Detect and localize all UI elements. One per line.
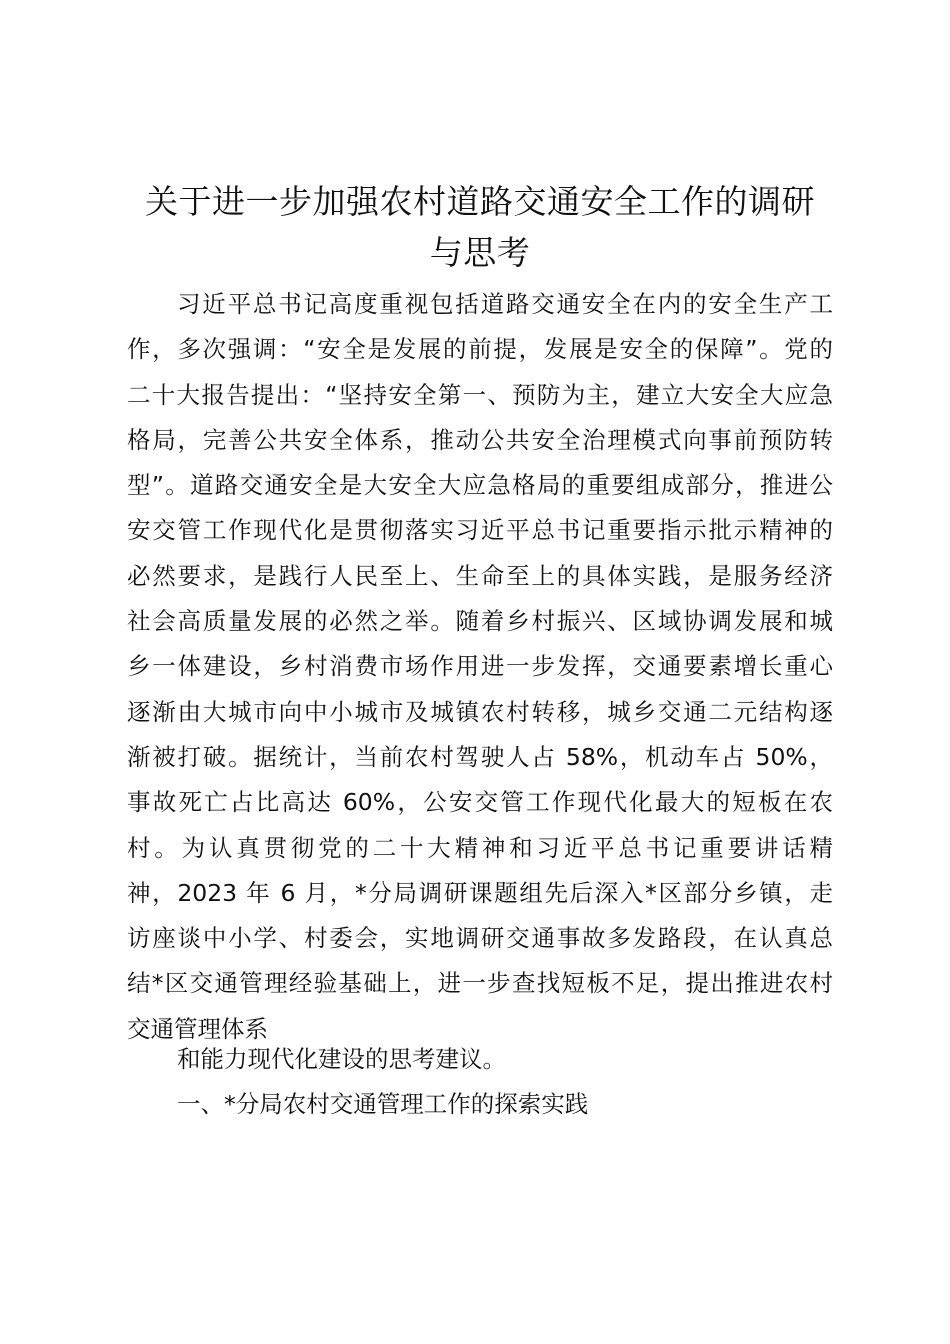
paragraph-line: 乡一体建设，乡村消费市场作用进一步发挥，交通要素增长重心 (127, 652, 833, 681)
paragraph-line: 逐渐由大城市向中小城市及城镇农村转移，城乡交通二元结构逐 (127, 697, 833, 726)
paragraph-line: 渐被打破。据统计，当前农村驾驶人占 58%，机动车占 50%， (127, 742, 833, 771)
paragraph-line: 二十大报告提出：“坚持安全第一、预防为主，建立大安全大应急 (127, 380, 833, 409)
paragraph-line: 习近平总书记高度重视包括道路交通安全在内的安全生产工 (177, 290, 833, 318)
paragraph-line: 事故死亡占比高达 60%，公安交管工作现代化最大的短板在农 (127, 788, 833, 817)
paragraph-line: 作，多次强调：“安全是发展的前提，发展是安全的保障”。党的 (127, 335, 833, 364)
document-title (100, 176, 860, 278)
paragraph-line: 交通管理体系 (127, 1014, 268, 1043)
title-line-2: 与思考 (429, 233, 531, 272)
paragraph-line: 神，2023 年 6 月，*分局调研课题组先后深入*区部分乡镇，走 (127, 878, 833, 907)
paragraph-line: 格局，完善公共安全体系，推动公共安全治理模式向事前预防转 (127, 425, 833, 454)
paragraph-line: 型”。道路交通安全是大安全大应急格局的重要组成部分，推进公 (127, 471, 833, 500)
paragraph-line: 安交管工作现代化是贯彻落实习近平总书记重要指示批示精神的 (127, 516, 833, 545)
paragraph-intro (127, 282, 833, 1052)
title-line-1: 关于进一步加强农村道路交通安全工作的调研 (145, 182, 815, 221)
paragraph-line: 访座谈中小学、村委会，实地调研交通事故多发路段，在认真总 (127, 924, 833, 953)
paragraph-line: 必然要求，是践行人民至上、生命至上的具体实践，是服务经济 (127, 561, 833, 590)
paragraph-line: 村。为认真贯彻党的二十大精神和习近平总书记重要讲话精 (127, 833, 833, 862)
paragraph-line: 社会高质量发展的必然之举。随着乡村振兴、区域协调发展和城 (127, 607, 833, 636)
paragraph-continuation: 和能力现代化建设的思考建议。 (177, 1045, 506, 1073)
paragraph-line: 结*区交通管理经验基础上，进一步查找短板不足，提出推进农村 (127, 969, 833, 998)
section-heading: 一、*分局农村交通管理工作的探索实践 (177, 1090, 589, 1118)
